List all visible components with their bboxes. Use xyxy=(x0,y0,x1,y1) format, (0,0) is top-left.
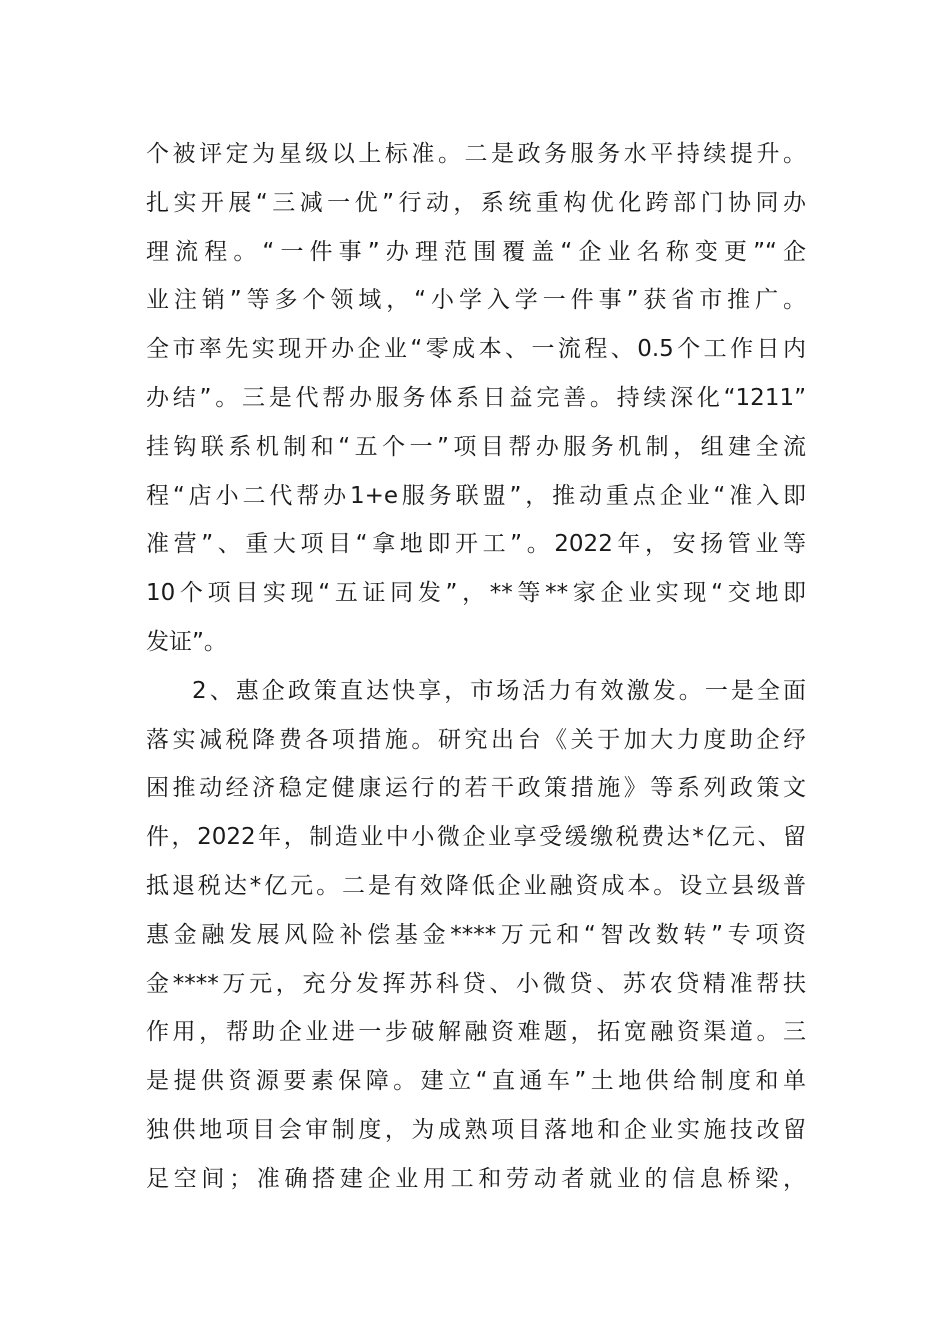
text-line: 发证”。 xyxy=(146,628,227,655)
text-line: 理流程。“一件事”办理范围覆盖“企业名称变更”“企 xyxy=(146,238,806,265)
text-line: 程“店小二代帮办1+e服务联盟”，推动重点企业“准入即 xyxy=(146,482,806,509)
text-line: 业注销”等多个领域，“小学入学一件事”获省市推广。 xyxy=(146,287,806,314)
text-line: 办结”。三是代帮办服务体系日益完善。持续深化“1211” xyxy=(146,384,806,411)
text-line: 扎实开展“三减一优”行动，系统重构优化跨部门协同办 xyxy=(146,189,806,216)
text-line: 全市率先实现开办企业“零成本、一流程、0.5个工作日内 xyxy=(146,336,806,363)
text-line: 落实减税降费各项措施。研究出台《关于加大力度助企纾 xyxy=(146,726,806,753)
text-line: 作用，帮助企业进一步破解融资难题，拓宽融资渠道。三 xyxy=(146,1019,806,1046)
text-line: 2、惠企政策直达快享，市场活力有效激发。一是全面 xyxy=(192,677,806,704)
text-line: 准营”、重大项目“拿地即开工”。2022年，安扬管业等 xyxy=(146,531,806,558)
text-line: 挂钩联系机制和“五个一”项目帮办服务机制，组建全流 xyxy=(146,433,806,460)
text-line: 困推动经济稳定健康运行的若干政策措施》等系列政策文 xyxy=(146,775,806,802)
text-line: 金****万元，充分发挥苏科贷、小微贷、苏农贷精准帮扶 xyxy=(146,970,806,997)
text-line: 10个项目实现“五证同发”，**等**家企业实现“交地即 xyxy=(146,580,806,607)
text-line: 独供地项目会审制度，为成熟项目落地和企业实施技改留 xyxy=(146,1116,806,1143)
text-line: 件，2022年，制造业中小微企业享受缓缴税费达*亿元、留 xyxy=(146,824,806,851)
text-line: 抵退税达*亿元。二是有效降低企业融资成本。设立县级普 xyxy=(146,872,806,899)
text-line: 是提供资源要素保障。建立“直通车”土地供给制度和单 xyxy=(146,1068,806,1095)
text-line: 足空间；准确搭建企业用工和劳动者就业的信息桥梁， xyxy=(146,1165,806,1192)
text-line: 惠金融发展风险补偿基金****万元和“智改数转”专项资 xyxy=(146,921,806,948)
document-body xyxy=(146,130,806,1204)
text-line: 个被评定为星级以上标准。二是政务服务水平持续提升。 xyxy=(146,141,806,167)
